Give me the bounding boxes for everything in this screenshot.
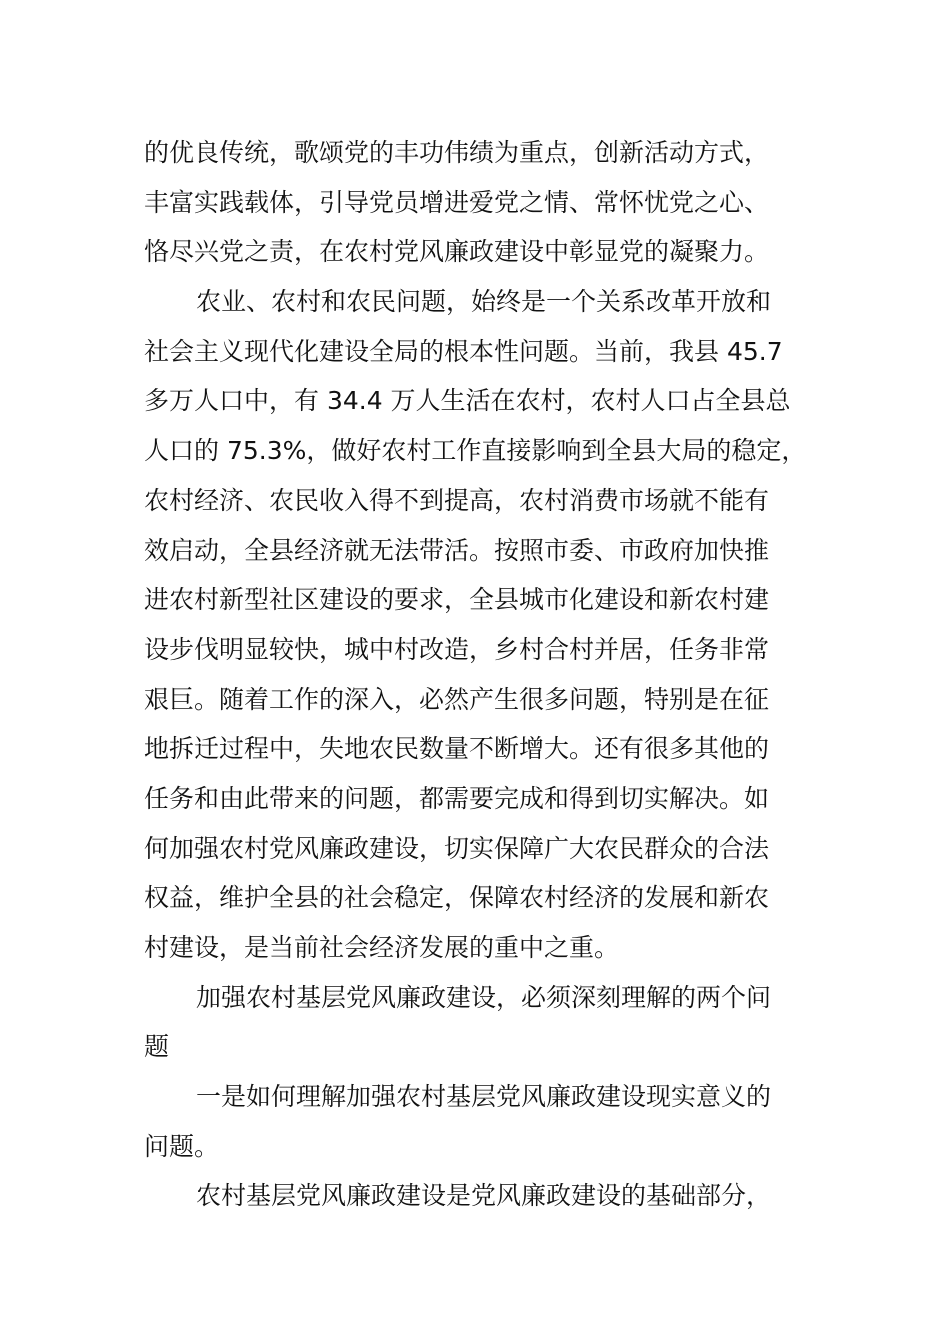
text-line: 恪尽兴党之责，在农村党风廉政建设中彰显党的凝聚力。 (144, 237, 770, 267)
text-line: 丰富实践载体，引导党员增进爱党之情、常怀忧党之心、 (144, 187, 770, 217)
text-line: 村建设，是当前社会经济发展的重中之重。 (144, 933, 620, 962)
text-line: 人口的 75.3%，做好农村工作直接影响到全县大局的稳定， (144, 436, 807, 466)
text-line: 社会主义现代化建设全局的根本性问题。当前，我县 45.7 (144, 336, 783, 366)
text-line: 农业、农村和农民问题，始终是一个关系改革开放和 (196, 287, 772, 317)
text-line: 权益，维护全县的社会稳定，保障农村经济的发展和新农 (144, 883, 770, 913)
text-line: 任务和由此带来的问题，都需要完成和得到切实解决。如 (144, 783, 770, 813)
text-line: 的优良传统，歌颂党的丰功伟绩为重点，创新活动方式， (144, 138, 770, 167)
text-line: 一是如何理解加强农村基层党风廉政建设现实意义的 (196, 1082, 772, 1112)
text-line: 设步伐明显较快，城中村改造，乡村合村并居，任务非常 (144, 634, 770, 664)
text-line: 效启动，全县经济就无法带活。按照市委、市政府加快推 (144, 535, 770, 565)
text-line: 地拆迁过程中，失地农民数量不断增大。还有很多其他的 (144, 734, 770, 764)
text-line: 进农村新型社区建设的要求，全县城市化建设和新农村建 (144, 585, 770, 615)
text-line: 艰巨。随着工作的深入，必然产生很多问题，特别是在征 (144, 684, 770, 714)
text-line: 何加强农村党风廉政建设，切实保障广大农民群众的合法 (144, 833, 770, 863)
document-body (144, 128, 814, 1221)
text-line: 农村基层党风廉政建设是党风廉政建设的基础部分， (196, 1181, 772, 1211)
text-line: 多万人口中，有 34.4 万人生活在农村，农村人口占全县总 (144, 386, 791, 416)
text-line: 问题。 (144, 1131, 220, 1161)
text-line: 农村经济、农民收入得不到提高，农村消费市场就不能有 (144, 485, 770, 515)
text-line: 题 (144, 1032, 170, 1062)
text-line: 加强农村基层党风廉政建设，必须深刻理解的两个问 (196, 982, 772, 1012)
